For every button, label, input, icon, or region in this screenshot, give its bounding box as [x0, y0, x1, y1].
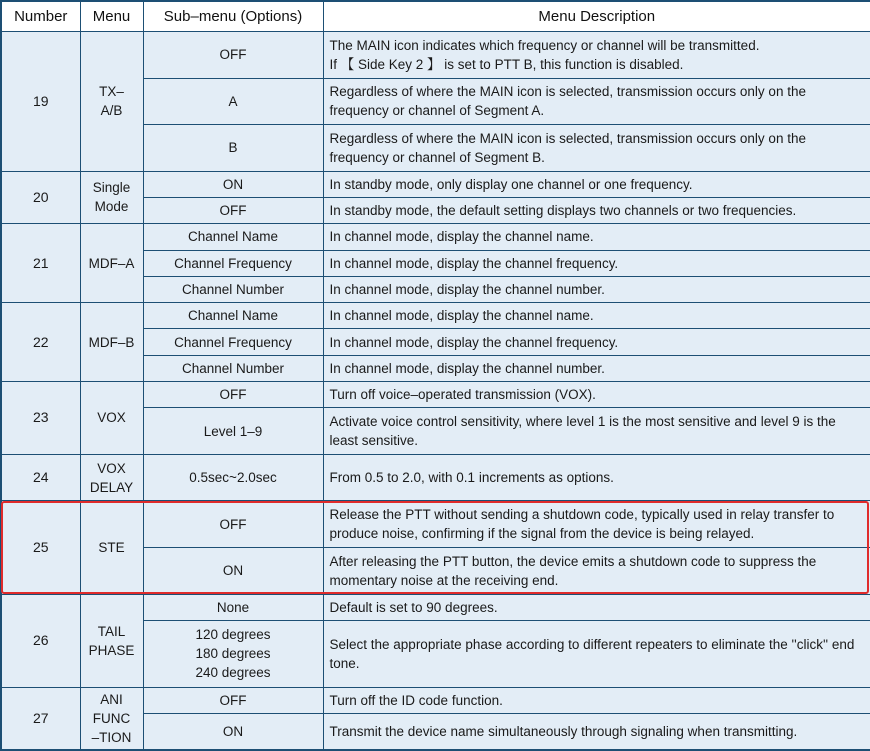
table-row — [1, 303, 870, 329]
menu-name: MDF–B — [80, 303, 143, 382]
menu-description: In channel mode, display the channel number. — [323, 355, 870, 381]
submenu-option: OFF — [143, 197, 323, 223]
menu-description: Default is set to 90 degrees. — [323, 594, 870, 620]
submenu-option: A — [143, 78, 323, 125]
submenu-option: Level 1–9 — [143, 408, 323, 455]
menu-description: After releasing the PTT button, the device emits a shutdown code to suppress the momentary noise at the receiving end. — [323, 547, 870, 594]
submenu-option: OFF — [143, 382, 323, 408]
menu-description: Transmit the device name simultaneously through signaling when transmitting. — [323, 713, 870, 750]
table-row — [1, 687, 870, 713]
submenu-option: Channel Number — [143, 276, 323, 302]
submenu-option: OFF — [143, 501, 323, 548]
header-number: Number — [1, 1, 80, 32]
submenu-option: Channel Frequency — [143, 250, 323, 276]
table-row — [1, 224, 870, 250]
menu-description: From 0.5 to 2.0, with 0.1 increments as options. — [323, 454, 870, 501]
submenu-option: OFF — [143, 32, 323, 79]
menu-number: 27 — [1, 687, 80, 750]
menu-number: 21 — [1, 224, 80, 303]
menu-description: Activate voice control sensitivity, where level 1 is the most sensitive and level 9 is the least sensitive. — [323, 408, 870, 455]
menu-description: In channel mode, display the channel name. — [323, 224, 870, 250]
submenu-option: Channel Name — [143, 303, 323, 329]
menu-description: The MAIN icon indicates which frequency or channel will be transmitted. If 【 Side Key 2 】 is set to PTT B, this function is disabled. — [323, 32, 870, 79]
menu-number: 25 — [1, 501, 80, 594]
menu-name: VOX — [80, 382, 143, 455]
submenu-option: ON — [143, 171, 323, 197]
menu-name: MDF–A — [80, 224, 143, 303]
menu-number: 22 — [1, 303, 80, 382]
menu-description: In channel mode, display the channel name. — [323, 303, 870, 329]
menu-name: TX– A/B — [80, 32, 143, 172]
table-row — [1, 32, 870, 79]
submenu-option: B — [143, 125, 323, 172]
submenu-option: 120 degrees 180 degrees 240 degrees — [143, 620, 323, 687]
menu-description: Turn off voice–operated transmission (VOX). — [323, 382, 870, 408]
submenu-option: Channel Name — [143, 224, 323, 250]
menu-description: Release the PTT without sending a shutdown code, typically used in relay transfer to produce noise, confirming if the signal from the device is being relayed. — [323, 501, 870, 548]
menu-description: In channel mode, display the channel frequency. — [323, 329, 870, 355]
menu-name: TAIL PHASE — [80, 594, 143, 687]
header-submenu: Sub–menu (Options) — [143, 1, 323, 32]
header-menu: Menu — [80, 1, 143, 32]
menu-name: ANI FUNC –TION — [80, 687, 143, 750]
submenu-option: ON — [143, 547, 323, 594]
header-description: Menu Description — [323, 1, 870, 32]
menu-description: In channel mode, display the channel number. — [323, 276, 870, 302]
submenu-option: OFF — [143, 687, 323, 713]
menu-name: Single Mode — [80, 171, 143, 224]
table-row — [1, 171, 870, 197]
submenu-option: Channel Number — [143, 355, 323, 381]
menu-description: In channel mode, display the channel frequency. — [323, 250, 870, 276]
menu-name: STE — [80, 501, 143, 594]
table-body — [1, 32, 870, 751]
menu-description: Regardless of where the MAIN icon is selected, transmission occurs only on the frequency or channel of Segment B. — [323, 125, 870, 172]
menu-number: 19 — [1, 32, 80, 172]
table-header — [1, 1, 870, 32]
submenu-option: 0.5sec~2.0sec — [143, 454, 323, 501]
table-row — [1, 382, 870, 408]
menu-number: 26 — [1, 594, 80, 687]
submenu-option: None — [143, 594, 323, 620]
menu-number: 20 — [1, 171, 80, 224]
table-row — [1, 501, 870, 548]
header-row — [1, 1, 870, 32]
table-row — [1, 454, 870, 501]
submenu-option: ON — [143, 713, 323, 750]
menu-description: In standby mode, the default setting displays two channels or two frequencies. — [323, 197, 870, 223]
menu-description: Turn off the ID code function. — [323, 687, 870, 713]
menu-name: VOX DELAY — [80, 454, 143, 501]
menu-number: 23 — [1, 382, 80, 455]
menu-description: In standby mode, only display one channel or one frequency. — [323, 171, 870, 197]
submenu-option: Channel Frequency — [143, 329, 323, 355]
menu-number: 24 — [1, 454, 80, 501]
menu-description: Regardless of where the MAIN icon is selected, transmission occurs only on the frequency or channel of Segment A. — [323, 78, 870, 125]
table-row — [1, 594, 870, 620]
menu-description: Select the appropriate phase according to different repeaters to eliminate the ''click'' end tone. — [323, 620, 870, 687]
